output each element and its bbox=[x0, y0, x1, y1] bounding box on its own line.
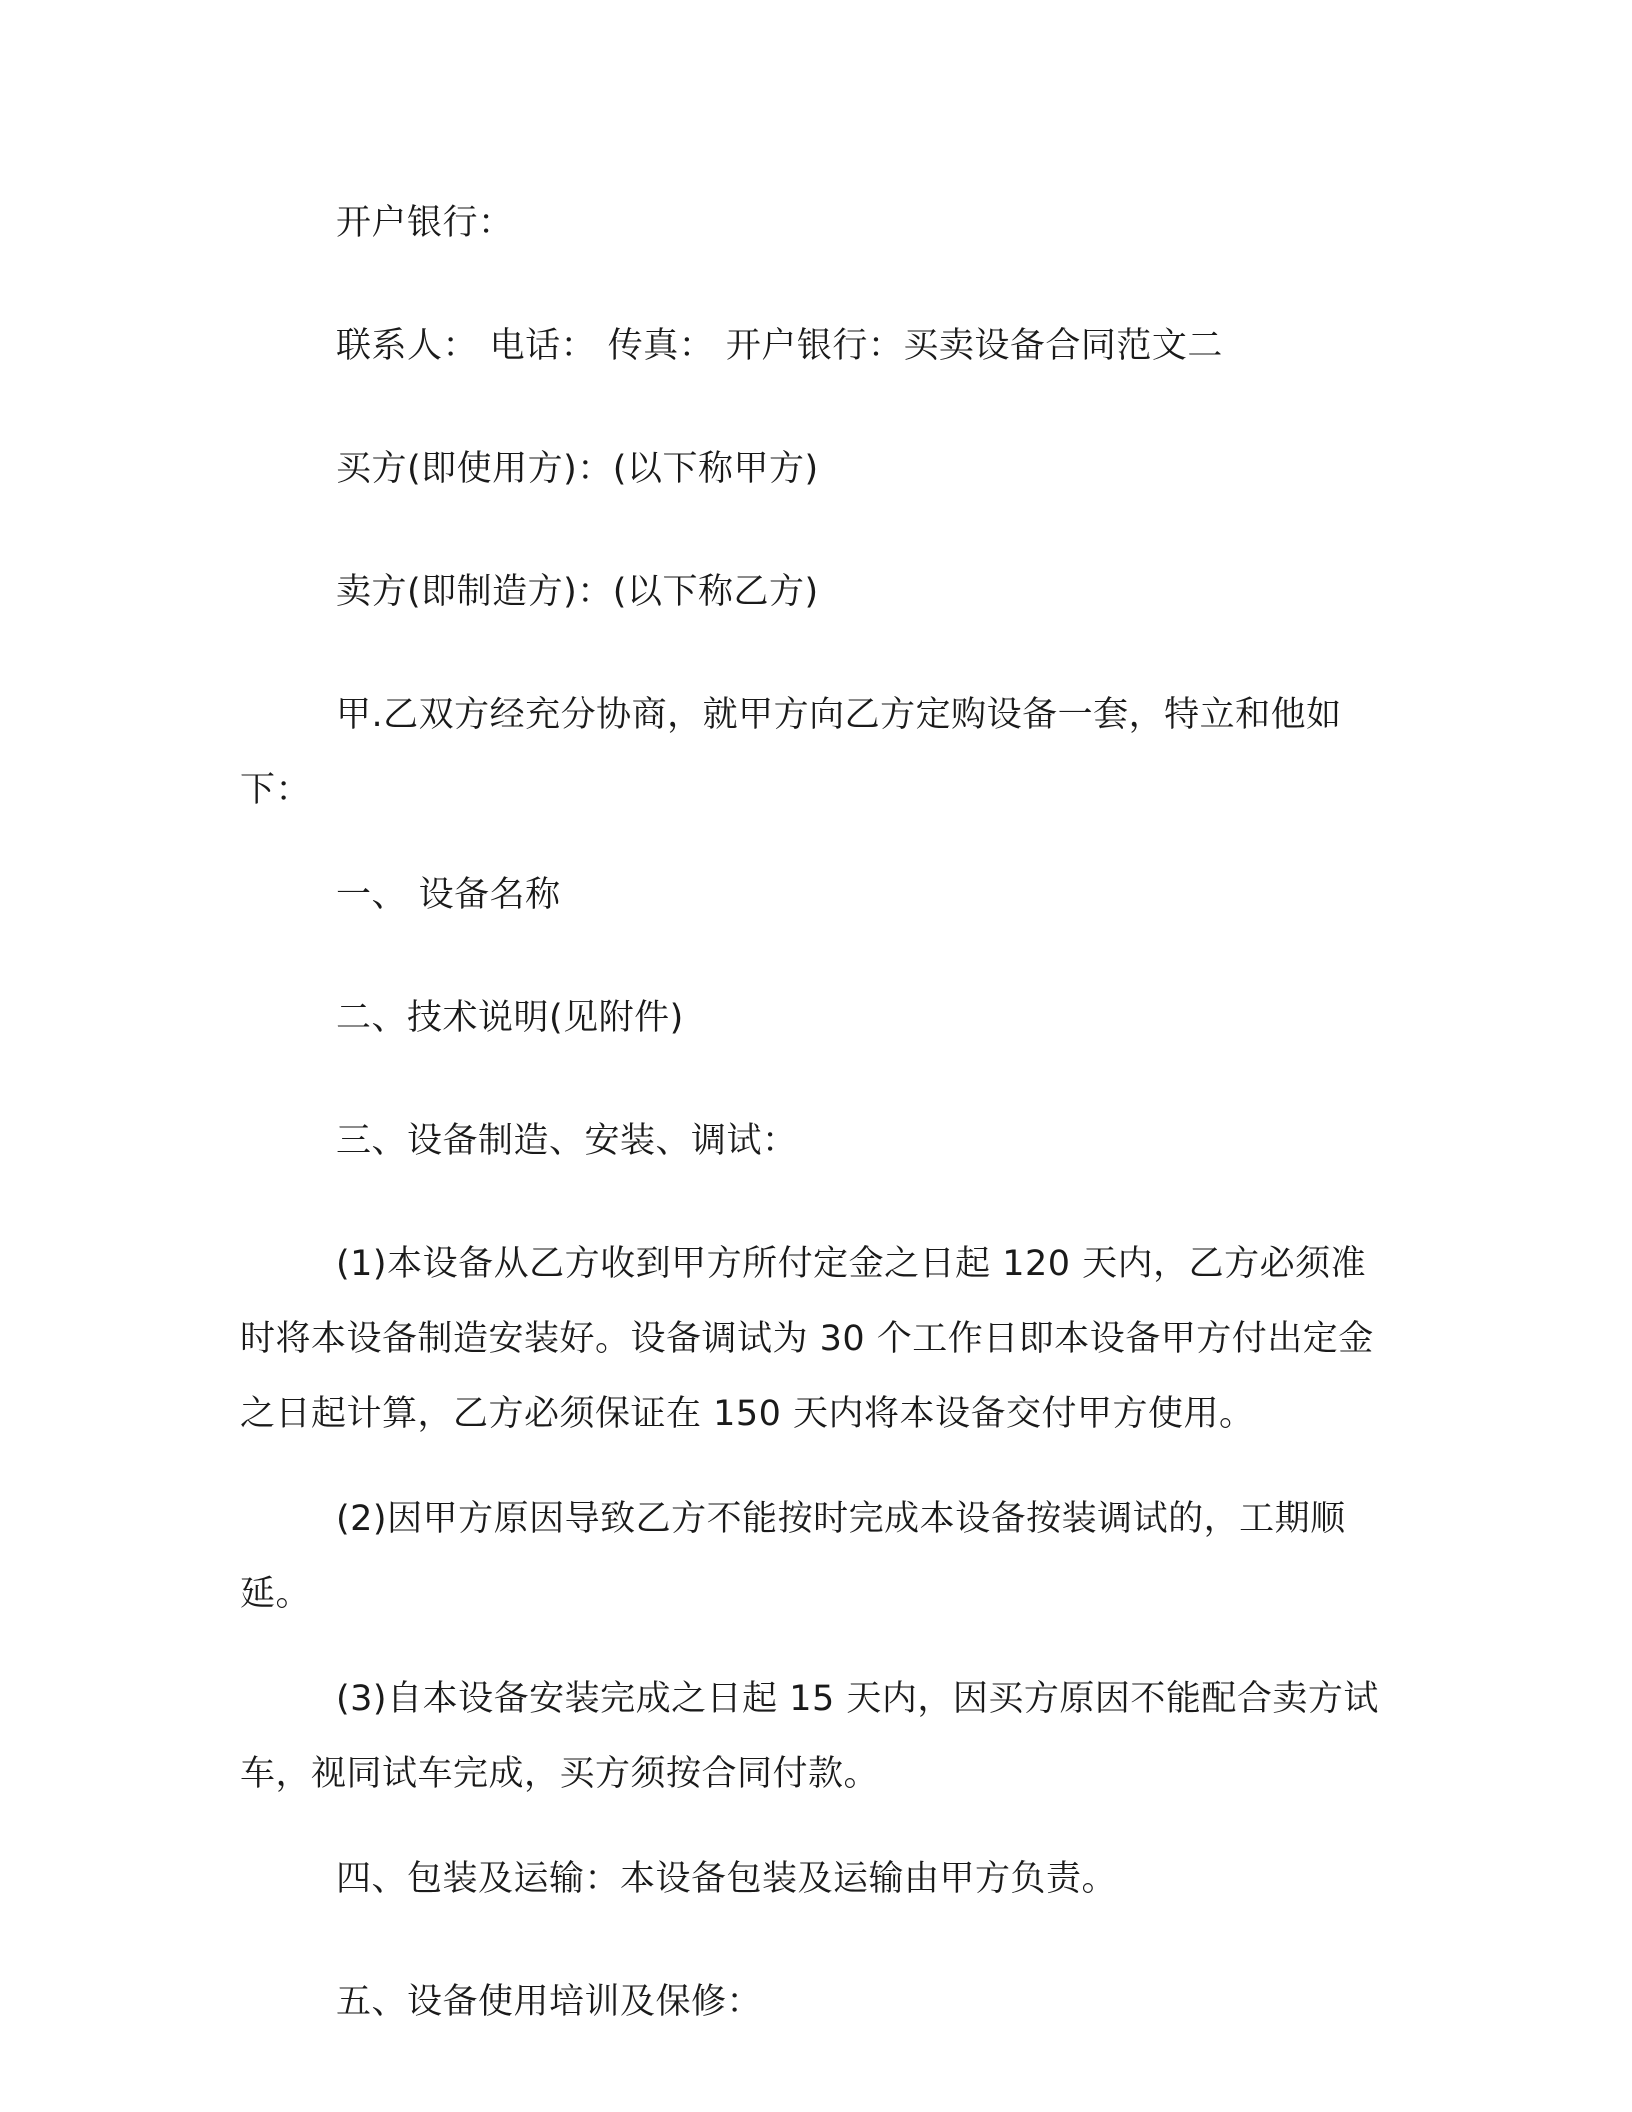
section-heading-manufacture-installation: 三、设备制造、安装、调试： bbox=[336, 1121, 798, 1161]
clause-3-test-run: (3)自本设备安装完成之日起 15 天内，因买方原因不能配合卖方试车，视同试车完成，买方须按合同付款。 bbox=[240, 1679, 1379, 1794]
paragraph-agreement-intro: 甲.乙双方经充分协商，就甲方向乙方定购设备一套，特立和他如下： bbox=[240, 695, 1342, 810]
paragraph-seller: 卖方(即制造方)：(以下称乙方) bbox=[336, 572, 819, 612]
clause-1-delivery-schedule: (1)本设备从乙方收到甲方所付定金之日起 120 天内，乙方必须准时将本设备制造安装好。设备调试为 30 个工作日即本设备甲方付出定金之日起计算，乙方必须保证在 150 天内将本设备交付甲方使用。 bbox=[240, 1244, 1374, 1434]
paragraph-contact-info: 联系人： 电话： 传真： 开户银行：买卖设备合同范文二 bbox=[336, 326, 1223, 366]
clause-2-delay-extension: (2)因甲方原因导致乙方不能按时完成本设备按装调试的，工期顺延。 bbox=[240, 1499, 1346, 1614]
section-heading-technical-description: 二、技术说明(见附件) bbox=[336, 998, 684, 1038]
paragraph-bank: 开户银行： bbox=[336, 203, 514, 243]
section-heading-equipment-name: 一、 设备名称 bbox=[336, 875, 561, 915]
section-heading-training-warranty: 五、设备使用培训及保修： bbox=[336, 1982, 763, 2022]
document-body bbox=[240, 186, 1400, 2088]
section-heading-packaging-transport: 四、包装及运输：本设备包装及运输由甲方负责。 bbox=[336, 1859, 1118, 1899]
paragraph-buyer: 买方(即使用方)：(以下称甲方) bbox=[336, 449, 819, 489]
